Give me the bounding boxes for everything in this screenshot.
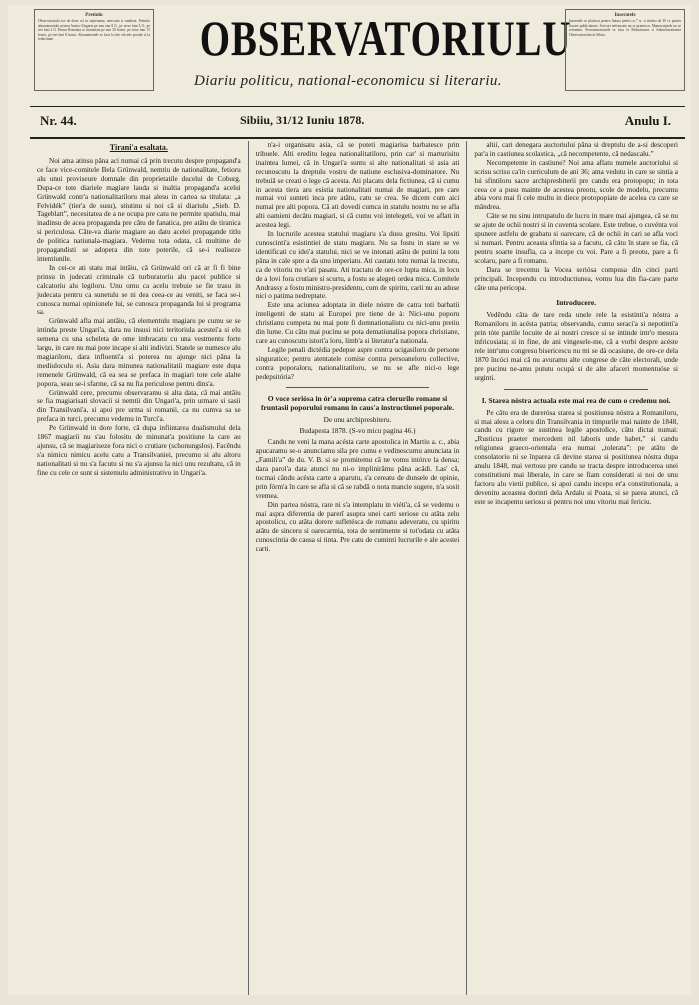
- advertising-box-text: Inseratele se platescu pentru liniuta petitu cu 7 cr. si timbru de 30 cr. pentru fiacare publicatiune. Scrisori nefrancate nu se primescu. Manuscriptele nu se retramitu. Prenumeratiunile se facu la Redactiunea si Administratiunea Observatoriului in Sibiiu.: [569, 19, 681, 37]
- subscription-box-text: Observatoriulu ese de doue ori in septemana, mercuria si sambata. Pretiulu abonamentului pentru Austro-Ungaria pe unu anu 8 fl., pe siese luni 4 fl., pe trei luni 2 fl. Pentru Romania si strainetate pe anu 30 franci, pe siese luni 15 franci, pe trei luni 8 franci. Abonamentele se facu la tóte oficiele postale si la redactiune.: [38, 19, 150, 42]
- newspaper-title: OBSERVATORIULU: [199, 10, 572, 66]
- paragraph: Pe Grünwald in dore forte, câ dupa infiintarea dualismului dela 1867 magiarii nu s'au folositu de minunat'a positiune la care au ajunsu, câ se magiariseze fora nici o crutiare (schonungslos). Facêndu s'a nimicu nimicu acelu catu a Transilvaniei, precumu si alu altoru nationalitati si nu s'a facutu si nu s'a ajunsu la nici unu rezultatu, câ in fine cu cele ce sunt si sistemulu administrativu in Ungari'a.: [37, 424, 241, 477]
- masthead: [8, 5, 691, 105]
- paragraph: altii, cari denegara auctoriului pâna si dreptulu de a-si descoperi par'a in castiunea scolastica, „câ necompetente, câ nedascalu.”: [474, 141, 679, 158]
- paragraph: Vedêndu câta de tare reda unele rele la esistinti'a nóstra a Romaniloru in acésta patria; observandu, cumu seraci'a si nepotinti'a prin tóte partile locuite de ai nostri cresce si se intinde intr'o mesura infricosiata; si in fine, de ani vingesele-me, câ a vorbi despre acéste rele intr'unu congresu bisericescu nu mi se dà ocasiune, de ore-ce dela 1870 încóci mai câ nu avuramu alte congrese de câte electorali, unde pre pucinu ne-amu pututu ocupá si de alte afaceri momentuóse si urginti.: [474, 311, 679, 382]
- advertising-box-heading: Inseratele: [614, 13, 636, 18]
- article-columns: [30, 141, 685, 995]
- section-heading-starea: I. Starea nóstra actuala este mai rea de cum o credemu noi.: [481, 395, 671, 405]
- paragraph: Candu ne veni la mana acésta carte apostolica in Martiu a. c., abia apucaramu se-o anunciamu sila pre cumu e vedinescumu anunciata in „Famili'a” de du. V. B. si se promitemu câ ne vomu intórce la densa; dara parol'a data atunci nu ni-o implinirâmu pâna acâdi. Las' câ, tocmai cându acésta carte a aparutu, s'a cereatu de dunsele de opinie, prin fórm'a în care se afla si câ se rabdă o nota mancie sugere, n'a sosit vremea.: [255, 438, 460, 500]
- paragraph: Pe câtu era de durerósa starea si positiunea nóstra a Romaniloru, si mai alesu a celoru din Transilvania in timpurile mai nainte de 1848, candu cu rigore se sustinea legile apostolice, câtu dictai numai: „Rusticus praeter mercedem nil laborís unde habet,” si candu religiunea graeco-orientala era numai „tolerata”: pe atâtu de consolatoriu ni se înparea câ devine starea si positiunea nóstra dupa anulu 1848, mai vertosu pre candu se tracta despre introducerea unei constitutiuni mai liberale, in care se fiam considerati si noi de unu factoru alu vietii publice, si apoi candu incepu er'a constitutionala, a devenitu aceastea dorinti dela Ardalu si Poata, si se parea atunci, câ este se incapemu seriosu si pentru noi unu vitoriu mai fericiu.: [474, 408, 679, 506]
- subscription-box-heading: Pretiulu: [85, 13, 103, 18]
- divider: [504, 389, 648, 390]
- paragraph: Noi ama atinsu pâna aci numai câ prin trecutu despre propagand'a ce face vice-comitele Bela Grünwald, nemtiu de nationalitate, fetioru alu unui proviseure domnale din proprietatile ducelui de Coburg. Dupa-ce tote diariele magiare lauda si inaltia propagand'a acelui Grünwald contr'a nationalitatiloru mai alesu in cartea sa titulata: „a Felvidék” (tier'a de susu), stiutinu si noi câ si diariulu „Sieb. D. Tageblatt”, necesitatea de a ne ocupa pre catu ne permite spatiulu, mai inadinsu de acea propaganda pre câtu de fanatica, pre atâtu de tiranica si periculosa. Câte-va diarie magiare au datu acelei propagande titlu de politica natiunala-magiara. Vedemu tota odata, câ multime de propagandisti se adopera din tote poterile, câ se-i realiseze intentiunile.: [37, 157, 241, 263]
- issue-number: Nr. 44.: [40, 113, 77, 128]
- article-heading-tirania: Tirani'a esaltata.: [109, 143, 168, 152]
- divider: [286, 387, 430, 388]
- advertising-box: [565, 9, 685, 91]
- paragraph: Grünwald cere, precumu observaramu si alta data, câ mai antâiu se fia magiarisati slovacii si nemtii din Ungari'a, prin urmare si sasii din Transilvani'a, si apoi pre urma si romanii, ca nu cumva sa se prefaca in turci, precumu vedemu in Turci'a.: [37, 388, 241, 424]
- issue-line: [30, 106, 685, 139]
- issue-year: Anulu I.: [624, 113, 671, 128]
- paragraph: Este una aciunea adoptata in diele nóstre de catra toti barbatii inteligenti de statu ai Europei pre tiene de à: Nici-unu poporu christianu competa nu mai pote fi domnationalistu cu nici-unu pretiu din lume. Cu câtu mai pucinu se pota dematiunalisa popora christiane, care au cunoscutu istori'a loru, limb'a si literatur'a nationala.: [255, 301, 460, 345]
- article-dateline: Budapesta 1878. (S-vo micu pagina 46.): [299, 427, 416, 436]
- article-subheading: De unu archipresbiteru.: [323, 416, 392, 425]
- section-heading-introducere: Introducere.: [556, 298, 597, 308]
- paragraph: Legile penali dictédia pedepse aspre contra ucigasiloru de persone singuratice; pentru atentatele comise contra persoaneloru collective, contra poporaloru, nationalitatiloru, se nu se afle nici-o lege pedepsitória?: [255, 345, 460, 381]
- paragraph: Câte se nu sinu intrupatulu de lucru in mare mai ajungea, câ se nu se ajute de ochii nostri si in cuventa scolare. Este trebue, o cuvénta voi spunere astfelu de grabatu si oarecare, câ de ochii in cari se afla voci si numari. Pentru aceasta sfintia sa a facutu, câ câtu în stare se fia, câ pentru soarte insufla, ca a incepe cu voi. Pare a fi preotu, pare a fi scolaru, pare a fi romanu.: [474, 212, 679, 265]
- article-heading-voce-seriosa: O voce seriósa in ór'a suprema catra clerurilo romane si fruntasii poporului romanu in caus'a instructiunei poporale.: [260, 394, 455, 413]
- newspaper-subtitle: Diariu politicu, national-economicu si literariu.: [194, 73, 502, 89]
- paragraph: Grünwald afla mai antâiu, câ elementulu magiaru pe cumu se se intinda preste Ungari'a, dara nu insusi nici teritoriula acestei'a si elu semena cu una scheleta de ome imbracatu cu una vestmentu forte largu, in care nu mai pote incape si alti indivizi. Statele se numesce alu magiariloru, dara influenti'a si poterea nu ajunge nici pâna la mediuloculu ei. Asia dara minunea nationalitatii magiare este dupa remenele Grünwald, câ ea sea se prefaca in magiari tote cele alalte popora, seau se-i sfarme, câ sa nu fia periculose pentru dins'a.: [37, 317, 241, 388]
- subscription-box: [34, 9, 154, 91]
- newspaper-page: [8, 5, 691, 995]
- paragraph: Dara se trecemu la Vocea seriósa compusa din cinci parti principali. Incependu cu introductiunea, vomu lua din fia-care parte câte una pericopa.: [474, 265, 679, 292]
- paragraph: In lucrurile acestea statului magiaru s'a dusu gresitu. Voi lipsiti cunoscinti'a esistintiei de statu magiaru. Nu sa fostu in stare se ve identificati cu idei'a statului, nici se ve intonati atâtu de putini la totu pâna in cale spre a da unu imperiatu. Ati cautatu totu numai la trecutu, ca de vitoriu nu v'ati pasatu. Ati tractatu de ore-ce lupta mica, in locu de a lovi fora crutiare si scurtu, a fostu se alegeti ordea mica. Comitele Andrassy a fostu ministru-presidentu, cum de spiritu, carii nu au aduse nici o patima nedreptate.: [255, 230, 460, 301]
- column-1: [30, 141, 249, 995]
- column-2: [249, 141, 468, 995]
- column-3: [467, 141, 685, 995]
- issue-place-date: Sibiiu, 31/12 Iuniu 1878.: [240, 113, 365, 127]
- paragraph: Din partea nóstra, rare ni s'a intemplatu in viéti'a, câ se vedemu o mai aspra diferentia de parerî asupra unei carti seriose cu atâta zelu apostolicu, cu atâta dorere sufletésca de romanu adeveratu, cu spiritu atâtu de sinceru si oarecarmia, tota de sentimente si tot'odata cu atâta cunoscintia de causa si tinta. Pre catu de cuminti lucrurile e ale acestei carti.: [255, 500, 460, 554]
- paragraph: Necompetente in castiune? Noi ama aflatu numele auctoriului si scrisu scrisu ca'in curriculum de ani 36; ama vedutu in care se sintia a lui sfintiloru sacre archipresbiterii pre candu era protopopu; in tota ceea ce a pusu mainte de acestea preotu, scole de modelu, precumu abia voru mai fi cele multu in diece protopopiate de acelea cu care se mândrea.: [474, 158, 679, 212]
- paragraph: n'a-i organisatu asia, câ se poteti magiarisa barbatesce prin tribuele. Alti ereditu legea nationalitatiloru, prin car' si marturisitu inaintea lumei, câ in Ungari'a suntu si alte nationalitati si asia ati recunoscutu la dreptulu vostru de natiune esclusiva-dominatore. Nu trebuiâ se creati o lege câ acesta. Ati placatu dela fictiunea, câ si cumu in acesta tiera aru esistia nationalitati numai de magiari, pre care numai voi sunteti inca pre atâtu, catu se crea. Se dicem cum aici numai pre alti popora. Câ ati dovedi cumca in statulu nostru nu se afla alti oamieni decâtu magiari, si câ cumu voi intelegeti, voi ve aflati in acestea legi.: [255, 141, 460, 230]
- paragraph: In cei-ce ati statu mai intâiu, câ Grünwald ori câ ar fi fi bine prinsu in judecati criminale câ turburatoriu alu pacei publice si calcatoriu alu legiloru. Unu omu ca acelu trebuie se fie trasu in judecata pentru ca sunetulu se ni dea ceea-ce au veniti, se faca se-i cunosca numai opinionele lui, se cunosca propaganda lui si programa sa.: [37, 263, 241, 317]
